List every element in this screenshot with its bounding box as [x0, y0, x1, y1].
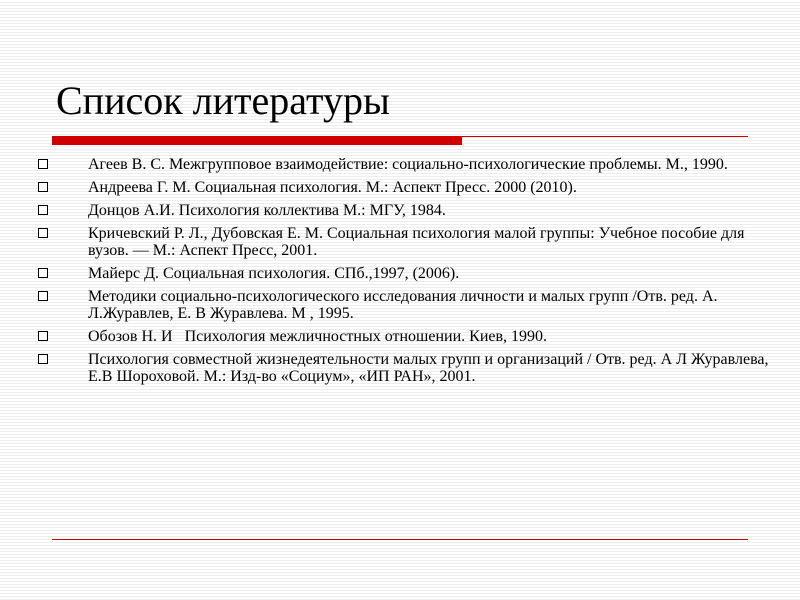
bibliography-list — [36, 156, 776, 391]
bibliography-item — [36, 202, 776, 219]
bibliography-item — [36, 179, 776, 196]
reference-text: Кричевский Р. Л., Дубовская Е. М. Социальная психология малой группы: Учебное пособие для вузов. — М.: Аспект Пресс, 2001. — [88, 225, 745, 259]
title-underline-thick — [52, 136, 462, 145]
reference-text: Обозов Н. И Психология межличностных отношении. Киев, 1990. — [88, 328, 548, 345]
bibliography-item — [36, 265, 776, 282]
reference-text: Майерс Д. Социальная психология. СПб.,1997, (2006). — [88, 265, 460, 282]
bibliography-item — [36, 351, 776, 385]
bibliography-item — [36, 288, 776, 322]
hollow-square-icon — [38, 205, 48, 215]
slide-title: Список литературы — [56, 78, 390, 123]
hollow-square-icon — [38, 291, 48, 301]
hollow-square-icon — [38, 354, 48, 364]
reference-text: Психология совместной жизнедеятельности малых групп и организаций / Отв. ред. А Л Журавлева, Е.В Шороховой. М.: Изд-во «Социум», «ИП РАН», 2001. — [88, 351, 769, 385]
reference-text: Методики социально-психологического исследования личности и малых групп /Отв. ред. А. Л.Журавлев, Е. В Журавлева. М , 1995. — [88, 288, 718, 322]
bibliography-item — [36, 156, 776, 173]
hollow-square-icon — [38, 228, 48, 238]
reference-text: Агеев В. С. Межгрупповое взаимодействие: социально-психологические проблемы. М., 1990. — [88, 156, 728, 173]
hollow-square-icon — [38, 182, 48, 192]
hollow-square-icon — [38, 331, 48, 341]
hollow-square-icon — [38, 159, 48, 169]
reference-text: Донцов А.И. Психология коллектива М.: МГУ, 1984. — [88, 202, 446, 219]
bibliography-item — [36, 328, 776, 345]
footer-divider — [52, 539, 748, 540]
title-underline-thin — [462, 136, 748, 137]
title-underline — [52, 136, 748, 146]
hollow-square-icon — [38, 268, 48, 278]
bibliography-item — [36, 225, 776, 259]
reference-text: Андреева Г. М. Социальная психология. М.: Аспект Пресс. 2000 (2010). — [88, 179, 577, 196]
